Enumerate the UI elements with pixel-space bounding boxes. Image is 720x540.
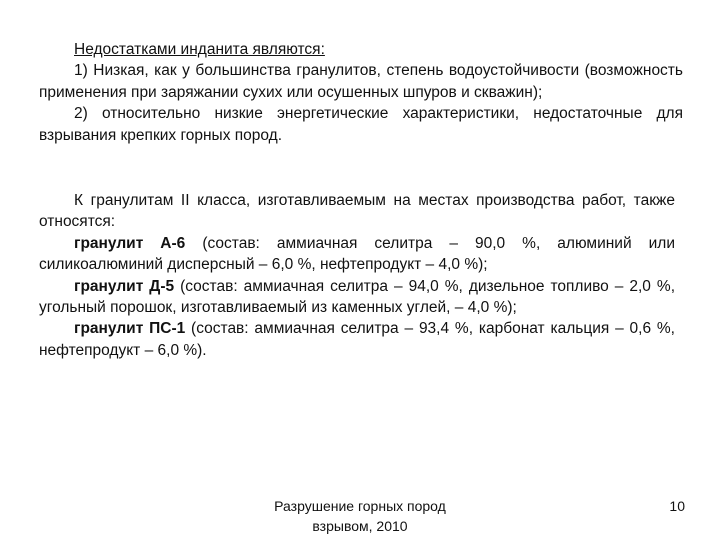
granulite-entry	[39, 318, 675, 361]
page-number: 10	[669, 498, 685, 514]
granulites-section	[39, 190, 675, 361]
granulite-composition: (состав: аммиачная селитра – 94,0 %, дизельное топливо – 2,0 %, угольный порошок, изготавливаемый из каменных углей, – 4,0 %);	[39, 277, 676, 317]
granulite-entry	[39, 276, 675, 319]
granulite-name: гранулит ПС-1	[74, 320, 186, 338]
granulite-composition: (состав: аммиачная селитра – 90,0 %, алюминий или силикоалюминий дисперсный – 6,0 %, нефтепродукт – 4,0 %);	[39, 234, 675, 274]
disadvantage-item-1: 1) Низкая, как у большинства гранулитов, степень водоустойчивости (возможность применения при заряжании сухих или осушенных шпуров и скважин);	[39, 62, 683, 101]
disadvantage-item-2: 2) относительно низкие энергетические характеристики, недостаточные для взрывания крепких горных пород.	[39, 105, 683, 144]
disadvantages-heading: Недостатками инданита являются:	[74, 41, 325, 58]
disadvantages-section	[39, 39, 683, 146]
granulites-intro: К гранулитам II класса, изготавливаемым на местах производства работ, также относятся:	[39, 192, 675, 231]
granulite-entry	[39, 233, 675, 276]
granulite-composition: (состав: аммиачная селитра – 93,4 %, карбонат кальция – 0,6 %, нефтепродукт – 6,0 %).	[39, 320, 675, 359]
granulite-name: гранулит А-6	[74, 234, 186, 252]
footer-line-1: Разрушение горных пород	[274, 498, 446, 514]
granulite-name: гранулит Д-5	[74, 277, 175, 295]
footer-line-2: взрывом, 2010	[312, 518, 408, 534]
footer-title	[220, 496, 500, 536]
